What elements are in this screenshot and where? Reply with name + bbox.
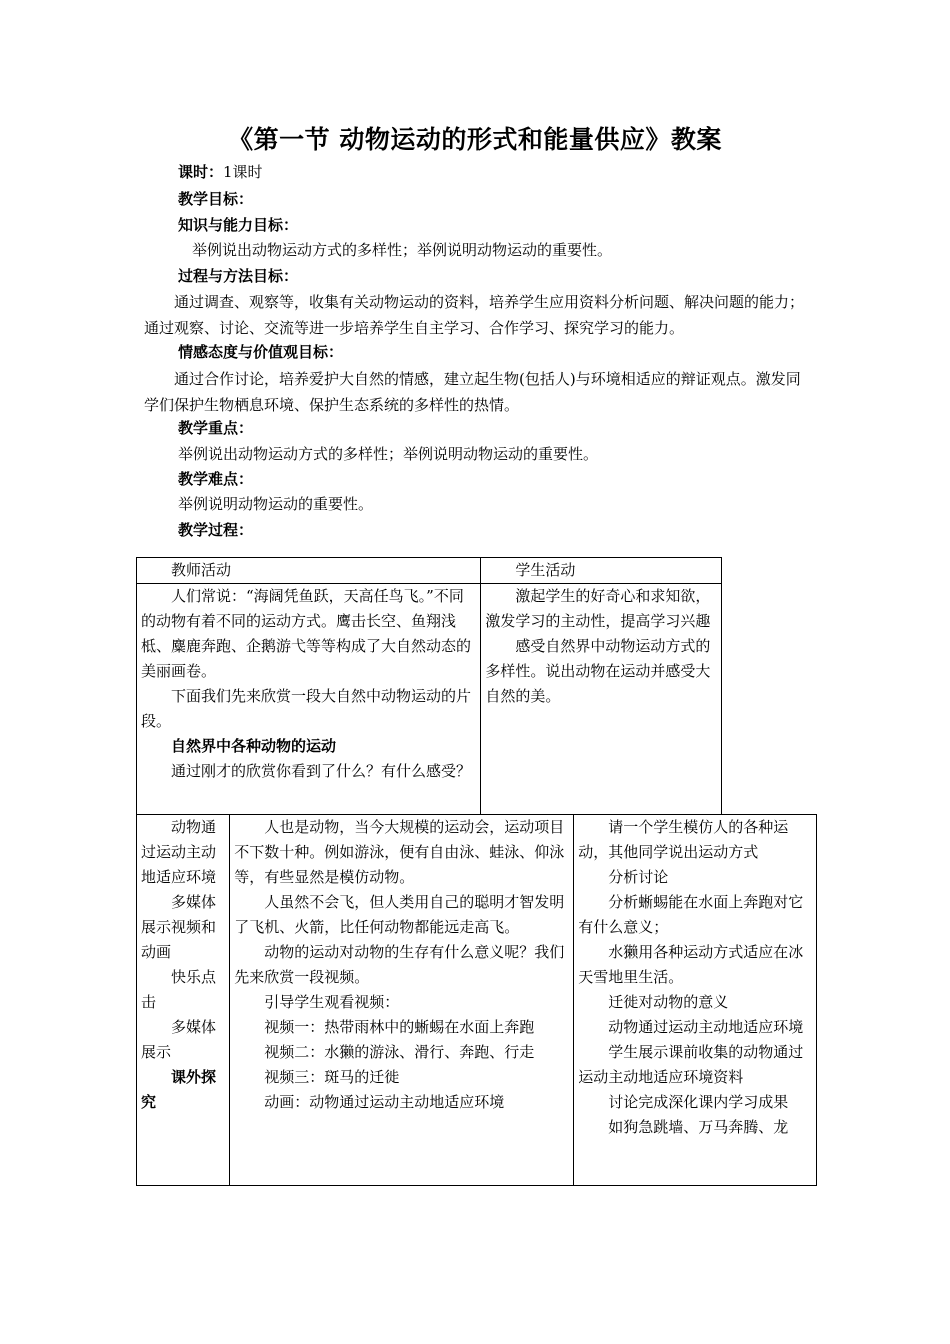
key-point-text: 举例说出动物运动方式的多样性；举例说明动物运动的重要性。 xyxy=(178,445,599,463)
method-cell: 动物通过运动主动地适应环境 多媒体展示视频和动画 快乐点击 多媒体展示 课外探究 xyxy=(137,815,230,1186)
process-heading: 过程与方法目标： xyxy=(178,267,299,285)
table-row xyxy=(137,815,817,1186)
knowledge-heading: 知识与能力目标： xyxy=(178,216,299,234)
emotion-heading: 情感态度与价值观目标： xyxy=(178,343,344,361)
class-hours-label: 课时： xyxy=(178,163,224,181)
teaching-process-heading: 教学过程： xyxy=(178,521,254,539)
goals-heading: 教学目标： xyxy=(178,190,254,208)
key-point-heading: 教学重点： xyxy=(178,419,254,437)
table-row xyxy=(137,584,722,815)
activity-table-main xyxy=(136,814,817,1186)
student-activity-cell: 激起学生的好奇心和求知欲，激发学习的主动性，提高学习兴趣 感受自然界中动物运动方式的多样性。说出动物在运动并感受大自然的美。 xyxy=(481,584,722,815)
difficult-point-text: 举例说明动物运动的重要性。 xyxy=(178,495,374,513)
process-text: 通过调查、观察等，收集有关动物运动的资料，培养学生应用资料分析问题、解决问题的能力；通过观察、讨论、交流等进一步培养学生自主学习、合作学习、探究学习的能力。 xyxy=(144,293,805,337)
knowledge-text: 举例说出动物运动方式的多样性；举例说明动物运动的重要性。 xyxy=(192,241,613,259)
class-hours-value: 1课时 xyxy=(223,163,263,181)
emotion-text: 通过合作讨论，培养爱护大自然的情感，建立起生物(包括人)与环境相适应的辩证观点。激发同学们保护生物栖息环境、保护生态系统的多样性的热情。 xyxy=(144,370,801,414)
document-title: 《第一节 动物运动的形式和能量供应》教案 xyxy=(228,125,722,154)
teacher-content-cell: 人也是动物，当今大规模的运动会，运动项目不下数十种。例如游泳，便有自由泳、蛙泳、仰泳等，有些显然是模仿动物。 人虽然不会飞，但人类用自己的聪明才智发明了飞机、火箭，比任何动物都能远走高飞。 动物的运动对动物的生存有什么意义呢？我们先来欣赏一段视频。 引导学生观看视频： 视频一：热带雨林中的蜥蜴在水面上奔跑 视频二：水獭的游泳、滑行、奔跑、行走 视频三：斑马的迁徙 动画：动物通过运动主动地适应环境 xyxy=(230,815,574,1186)
header-teacher: 教师活动 xyxy=(137,558,481,584)
student-content-cell: 请一个学生模仿人的各种运动，其他同学说出运动方式 分析讨论 分析蜥蜴能在水面上奔跑对它有什么意义； 水獭用各种运动方式适应在冰天雪地里生活。 迁徙对动物的意义 动物通过运动主动地适应环境 学生展示课前收集的动物通过运动主动地适应环境资料 讨论完成深化课内学习成果 如狗急跳墙、万马奔腾、龙 xyxy=(574,815,817,1186)
difficult-point-heading: 教学难点： xyxy=(178,470,254,488)
teacher-activity-cell: 人们常说：“海阔凭鱼跃，天高任鸟飞。”不同的动物有着不同的运动方式。鹰击长空、鱼翔浅柢、麋鹿奔跑、企鹅游弋等等构成了大自然动态的美丽画卷。 下面我们先来欣赏一段大自然中动物运动的片段。 自然界中各种动物的运动 通过刚才的欣赏你看到了什么？有什么感受？ xyxy=(137,584,481,815)
class-hours xyxy=(178,160,263,185)
header-student: 学生活动 xyxy=(481,558,722,584)
table-row xyxy=(137,558,722,584)
activity-table-intro xyxy=(136,557,722,815)
